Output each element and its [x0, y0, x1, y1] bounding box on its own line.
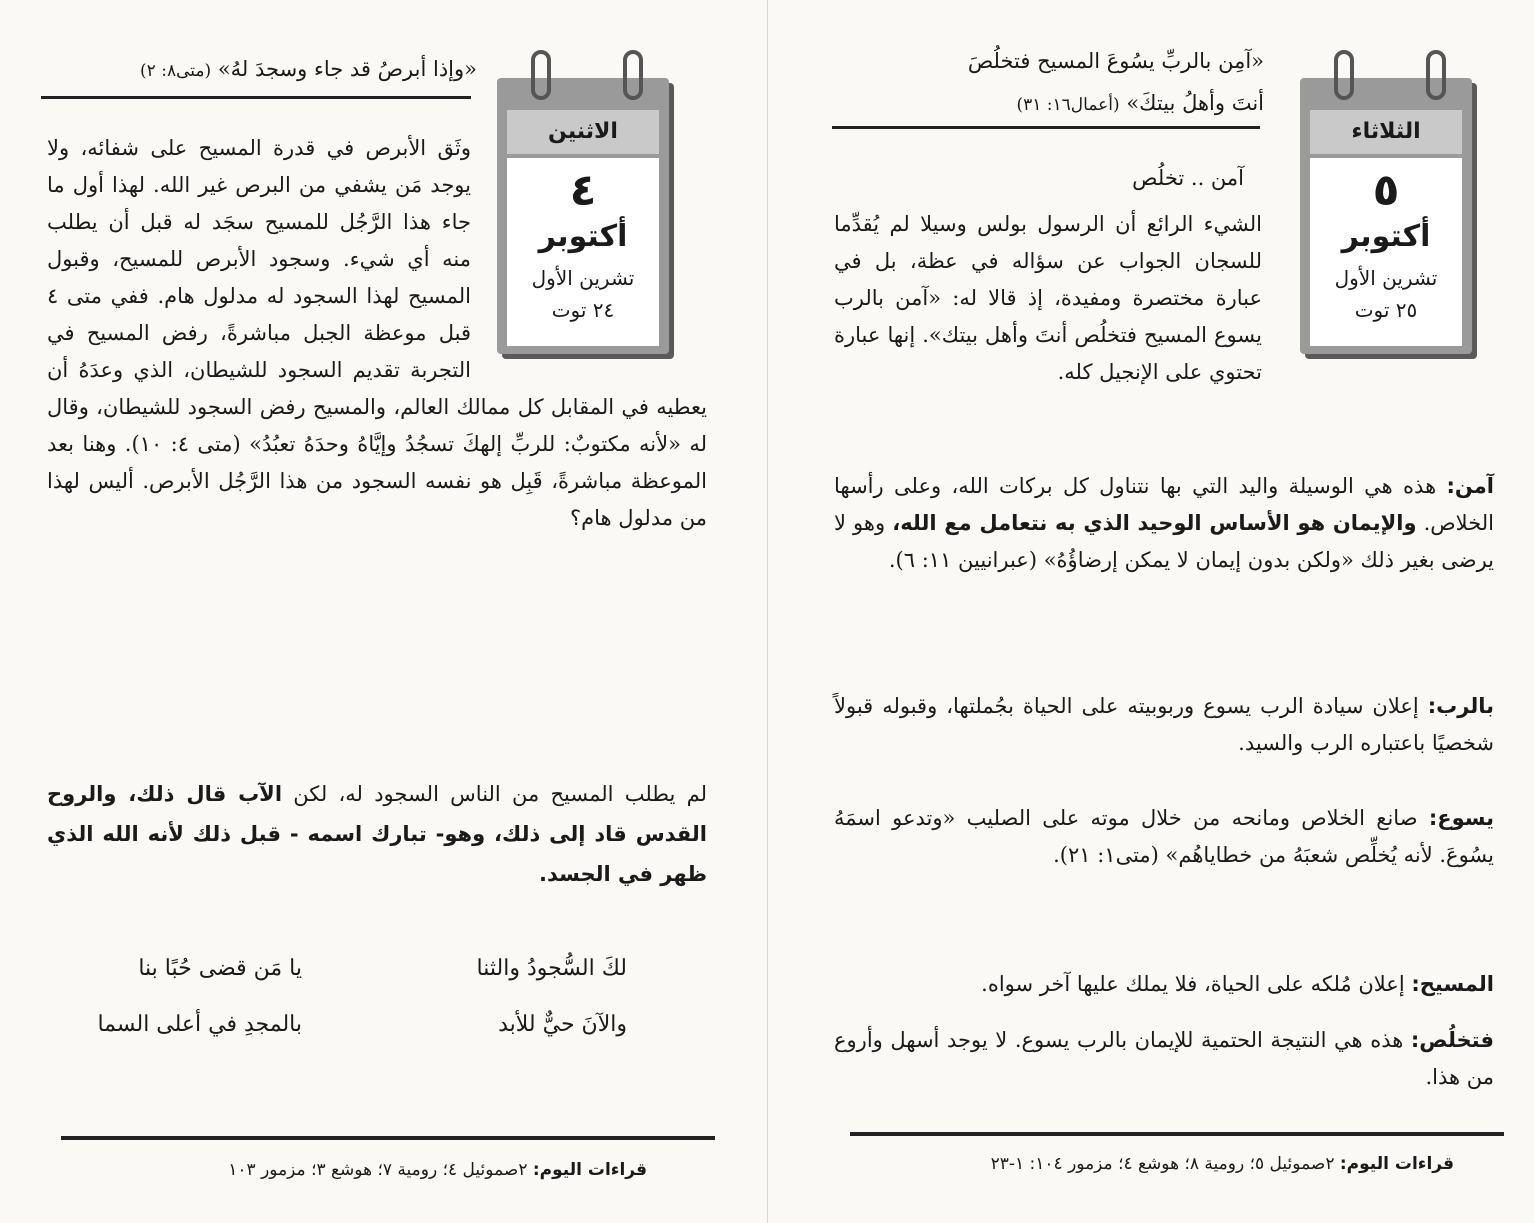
calendar-day: الثلاثاء: [1310, 110, 1462, 154]
right-quote-line-1: «آمِن بالربِّ يسُوعَ المسيح فتخلُصَ: [967, 49, 1264, 73]
left-paragraph-2: لم يطلب المسيح من الناس السجود له، لكن الآب قال ذلك، والروح القدس قاد إلى ذلك، وهو- تبارك اسمه - قبل ذلك لأنه الله الذي ظهر في الجسد.: [47, 782, 707, 886]
calendar-number: ٥: [1372, 165, 1400, 216]
calendar-ring-icon: [1334, 50, 1354, 100]
calendar-coptic-date: ٢٤ توت: [551, 298, 615, 322]
right-heading: آمن .. تخلُص: [1132, 166, 1244, 190]
poem-line-2-right: والآنَ حيٌّ للأبد: [498, 1012, 627, 1037]
calendar-ring-icon: [531, 50, 551, 100]
left-footer-rule: [61, 1136, 715, 1140]
calendar-month: أكتوبر: [1341, 219, 1431, 254]
calendar-coptic-date: ٢٥ توت: [1354, 298, 1418, 322]
left-quote: «وإذا أبرصُ قد جاء وسجدَ لهُ» (متى٨: ٢): [140, 57, 477, 81]
poem-line-1-left: يا مَن قضى حُبًا بنا: [138, 956, 302, 981]
item-almasih: المسيح: إعلان مُلكه على الحياة، فلا يملك عليها آخر سواه.: [981, 972, 1494, 996]
item-fatakhlos: فتخلُص: هذه هي النتيجة الحتمية للإيمان بالرب يسوع. لا يوجد أسهل وأروع من هذا.: [834, 1028, 1494, 1089]
left-paragraph-1: وثَق الأبرص في قدرة المسيح على شفائه، ولا يوجد مَن يشفي من البرص غير الله. لهذا أول ما جاء هذا الرَّجُل للمسيح سجَد له قبل أن يطلب منه أي شيء. وسجود الأبرص للمسيح، وقبول المسيح لهذا السجود له مدلول هام. ففي متى ٤ قبل موعظة الجبل مباشرةً، رفض المسيح في التجربة تقديم السجود للشيطان، الذي وعدَهُ أن يعطيه في المقابل كل ممالك العالم، والمسيح رفض السجود للشيطان، وقال له «لأنه مكتوبٌ: للربِّ إلهكَ تسجُدُ وإيَّاهُ وحدَهُ تعبُدُ» (متى ٤: ١٠). وهنا بعد الموعظة مباشرةً، قَبِل هو نفسه السجود من هذا الرَّجُل الأبرص. أليس لهذا من مدلول هام؟: [47, 136, 707, 530]
left-quote-rule: [41, 96, 471, 99]
item-bilrab: بالرب: إعلان سيادة الرب يسوع وربوبيته على الحياة بجُملتها، وقبوله قبولاً شخصيًا باعتباره الرب والسيد.: [834, 694, 1494, 755]
poem-line-1-right: لكَ السُّجودُ والثنا: [476, 956, 627, 981]
calendar-ring-icon: [1426, 50, 1446, 100]
poem-line-2-left: بالمجدِ في أعلى السما: [97, 1012, 302, 1037]
calendar-syriac-month: تشرين الأول: [531, 266, 635, 290]
item-amen: آمن: هذه هي الوسيلة واليد التي بها نتناول كل بركات الله، وعلى رأسها الخلاص. والإيمان هو الأساس الوحيد الذي به نتعامل مع الله، وهو لا يرضى بغير ذلك «ولكن بدون إيمان لا يمكن إرضاؤُهُ» (عبرانيين ١١: ٦).: [834, 474, 1494, 572]
right-page: [768, 0, 1534, 1223]
item-yasou: يسوع: صانع الخلاص ومانحه من خلال موته على الصليب «وتدعو اسمَهُ يسُوعَ. لأنه يُخلِّص شعبَهُ من خطاياهُم» (متى١: ٢١).: [834, 806, 1494, 867]
right-readings: قراءات اليوم: ٢صموئيل ٥؛ رومية ٨؛ هوشع ٤؛ مزمور ١٠٤: ١-٢٣: [990, 1154, 1454, 1174]
calendar-number: ٤: [569, 165, 597, 216]
right-intro: الشيء الرائع أن الرسول بولس وسيلا لم يُقدِّما للسجان الجواب عن سؤاله في عظة، بل في عبارة مختصرة ومفيدة، إذ قالا له: «آمن بالرب يسوع المسيح فتخلُص أنتَ وأهل بيتك». إنها عبارة تحتوي على الإنجيل كله.: [834, 212, 1262, 384]
calendar-month: أكتوبر: [538, 219, 628, 254]
left-readings: قراءات اليوم: ٢صموئيل ٤؛ رومية ٧؛ هوشع ٣؛ مزمور ١٠٣: [228, 1160, 647, 1180]
right-quote-rule: [832, 126, 1260, 129]
calendar-ring-icon: [623, 50, 643, 100]
calendar-day: الاثنين: [507, 110, 659, 154]
right-footer-rule: [850, 1132, 1504, 1136]
right-quote-line-2: أنتَ وأهلُ بيتكَ» (أعمال١٦: ٣١): [1016, 91, 1264, 115]
calendar-syriac-month: تشرين الأول: [1334, 266, 1438, 290]
